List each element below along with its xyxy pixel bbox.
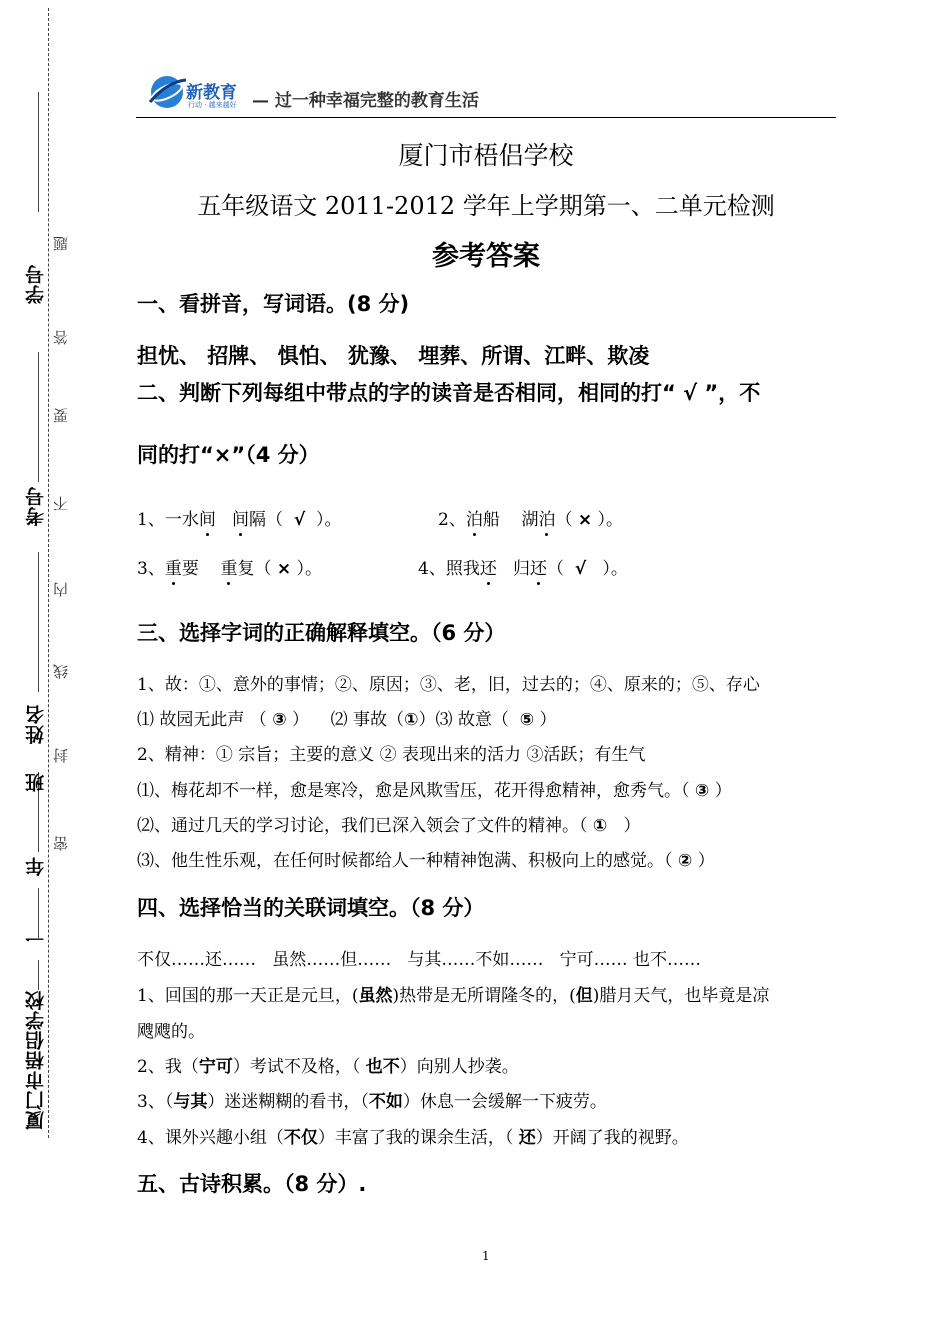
s3-l4-text: ⑴、梅花却不一样，愈是寒冷，愈是风欺雪压，花开得愈精神，愈秀气。（ [137,781,690,801]
dotted-char: 间 [232,505,249,530]
s2-heading-line1: 二、判断下列每组中带点的字的读音是否相同，相同的打“ √ ”，不 [137,381,761,405]
s3-l2b-answer: ① [404,710,419,730]
s4-l4a-answer: 不仅 [283,1128,318,1148]
s4-line2 [137,1052,519,1077]
s3-l2b: ⑵ 事故（ [330,710,405,730]
dotted-char: 泊 [466,505,483,530]
s2-heading-line2: 同的打“×”（4 分） [137,443,320,467]
dotted-char: 重 [220,554,237,579]
s2-q1-word2: 隔（ [249,510,284,530]
title-school: 厦门市梧侣学校 [398,141,574,170]
s4-l1b-end: )腊月天气，也毕竟是凉 [592,986,770,1006]
binding-label-xuehao: 学号 [25,264,47,304]
s3-l2a-answer: ③ [272,710,287,730]
s3-line2 [137,705,557,730]
seal-char-yao: 要 [52,408,70,423]
s2-q3 [137,554,322,579]
s3-heading: 三、选择字词的正确解释填空。（6 分） [137,621,506,645]
s3-line4 [137,776,732,801]
title-exam: 五年级语文 2011-2012 学年上学期第一、二单元检测 [197,192,775,220]
s2-q2-end: ）。 [597,510,624,530]
s4-l3a-answer: 与其 [173,1092,208,1112]
s2-q3-end: ）。 [296,559,323,579]
s2-q2-word1: 船 [482,510,500,530]
s4-line4 [137,1123,689,1148]
s2-q3-word2: 复（ [237,559,272,579]
s4-heading: 四、选择恰当的关联词填空。（8 分） [137,896,485,920]
binding-label-yi: 一 [25,928,47,948]
s2-q4-word2-pre: 归 [513,559,531,579]
seal-char-nei: 内 [52,582,70,597]
s2-q3-word1: 要 [181,559,199,579]
page-number: 1 [482,1249,490,1263]
s3-line5 [137,811,641,836]
s3-l6-answer: ② [677,851,693,871]
header-slogan: — 过一种幸福完整的教育生活 [252,91,479,111]
s4-l4-end: ）开阔了我的视野。 [535,1128,689,1148]
s2-q2-word2-pre: 湖 [521,510,539,530]
s4-line1 [137,981,769,1006]
s4-l3-mid: ）迷迷糊糊的看书，（ [207,1092,369,1112]
s3-l6-end: ） [697,851,715,871]
s3-l6-text: ⑶、他生性乐观，在任何时候都给人一种精神饱满、积极向上的感觉。（ [137,851,673,871]
binding-dash-line-outer [48,8,49,1138]
s2-q1-end: ）。 [316,510,342,530]
s2-q3-num: 3、 [137,559,165,579]
seal-char-mi: 密 [52,836,70,851]
seal-char-bu: 不 [52,496,70,511]
s2-q1-word1: 1、一水 [137,510,199,530]
s2-q2 [438,505,623,530]
s4-l2a: 2、我（ [137,1057,199,1077]
s4-options: 不仅……还…… 虽然……但…… 与其……不如…… 宁可…… 也不…… [137,950,702,970]
binding-label-nian: 年 [25,856,47,876]
s3-l5-text: ⑵、通过几天的学习讨论，我们已深入领会了文件的精神。（ [137,816,588,836]
seal-char-ti: 题 [52,236,70,251]
s2-q4-answer: √ [574,559,587,579]
s4-l1b-answer: 但 [575,986,593,1006]
seal-char-da: 答 [52,330,70,345]
s3-l2a: ⑴ 故园无此声 （ [137,710,267,730]
s3-line3: 2、精神：① 宗旨；主要的意义 ② 表现出来的活力 ③活跃；有生气 [137,745,646,765]
s4-l2-mid: ）考试不及格，（ [232,1057,366,1077]
dotted-char: 还 [530,554,547,579]
s4-l1a: 1、回国的那一天正是元旦，( [137,986,359,1006]
globe-logo-icon [146,72,188,112]
dotted-char: 间 [199,505,216,530]
logo-text: 新教育 [186,83,237,103]
s2-q2-paren: （ [555,510,573,530]
s4-l2a-answer: 宁可 [198,1057,233,1077]
dotted-char: 还 [480,554,497,579]
binding-label-xingming: 姓名 [25,704,47,744]
seal-char-xian: 线 [52,664,70,679]
dotted-char: 泊 [538,505,555,530]
binding-solid-line-2 [38,352,39,482]
s4-l3-end: ）休息一会缓解一下疲劳。 [402,1092,607,1112]
s4-l2-end: ）向别人抄袭。 [399,1057,519,1077]
s4-l1a-end: )热带是无所谓隆冬的，( [392,986,576,1006]
dotted-char: 重 [165,554,182,579]
s2-q4-word1: 4、照我 [418,559,480,579]
s4-l4b-answer: 还 [518,1128,536,1148]
seal-char-feng: 封 [52,748,70,763]
s3-l2b-end: ）⑶ 故意（ [418,710,509,730]
s5-heading: 五、古诗积累。（8 分）. [137,1172,367,1196]
logo [146,72,250,112]
s3-l5-end: ） [623,816,641,836]
s3-l2c-end: ） [539,710,557,730]
s4-l3a: 3、（ [137,1092,174,1112]
s2-q1 [137,505,342,530]
title-answer-key: 参考答案 [432,241,540,272]
s3-line6 [137,846,715,871]
binding-solid-line-6 [38,960,39,990]
s1-heading: 一、看拼音，写词语。(8 分) [137,292,410,316]
s2-q4-end: ）。 [602,559,628,579]
s4-l4-mid: ）丰富了我的课余生活，（ [317,1128,519,1148]
s4-line1-cont: 飕飕的。 [137,1022,205,1042]
s2-q1-answer: √ [293,510,306,530]
s2-q3-answer: × [276,559,292,579]
s4-l3b-answer: 不如 [368,1092,403,1112]
binding-label-ban: 班 [25,772,47,792]
header-rule [136,117,836,118]
binding-label-school: 厦门市梧侣学校 [25,990,47,1130]
s2-q4-paren: （ [547,559,565,579]
s1-answers: 担忧、 招牌、 惧怕、 犹豫、 埋葬、所谓、江畔、欺凌 [137,344,650,368]
s3-l2c-answer: ⑤ [519,710,535,730]
s3-l2a-end: ） [292,710,310,730]
s4-line3 [137,1087,607,1112]
binding-solid-line-3 [38,552,39,692]
s3-l4-end: ） [714,781,732,801]
s4-l4a: 4、课外兴趣小组（ [137,1128,284,1148]
s2-q2-answer: × [577,510,593,530]
s3-l4-answer: ③ [694,781,710,801]
s2-q2-num: 2、 [438,510,466,530]
s2-q4 [418,554,628,579]
s3-line1: 1、故：①、意外的事情；②、原因；③、老，旧，过去的；④、原来的；⑤、存心 [137,675,760,695]
logo-subtext: 行动 · 越来越好 [188,101,237,109]
s4-l1a-answer: 虽然 [358,986,393,1006]
binding-label-kaohao: 考号 [25,486,47,526]
s3-l5-answer: ① [592,816,608,836]
s4-l2b-answer: 也不 [365,1057,400,1077]
